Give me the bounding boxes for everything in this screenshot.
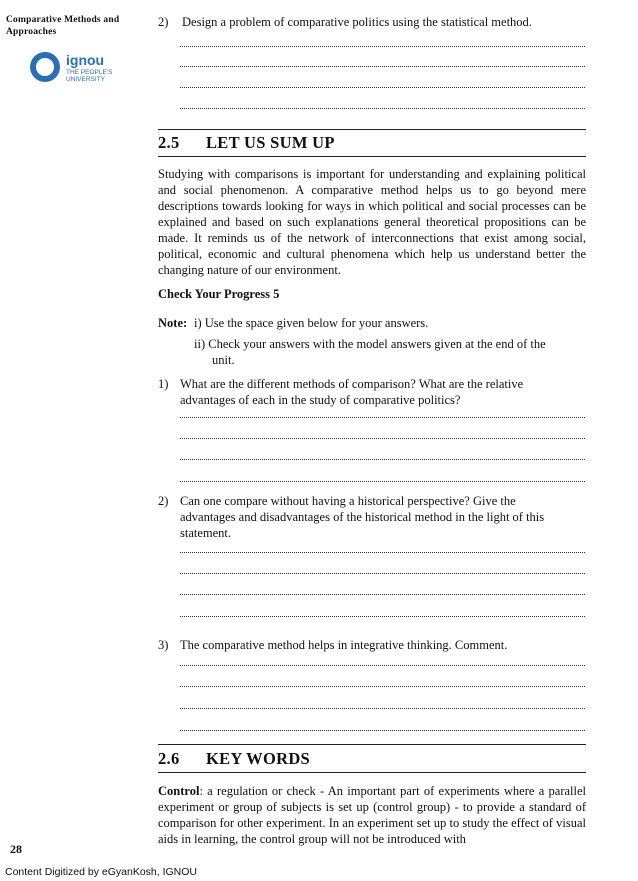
key-term-definition-rest: parallel experiment or group of subjects is set up (control group) - to provide a standard of comparison for other experiment. In an experiment set up to study the effect of visual aids in learning, the control group will not be introduced with bbox=[158, 784, 586, 846]
answer-line[interactable] bbox=[180, 665, 585, 666]
top-question-number: 2) bbox=[158, 15, 169, 29]
section-heading-2-6 bbox=[158, 749, 310, 769]
answer-line[interactable] bbox=[180, 87, 585, 88]
logo-subtitle-line1: THE PEOPLE'S bbox=[66, 69, 113, 76]
logo-name: ignou bbox=[66, 52, 105, 68]
question-2-line3: statement. bbox=[180, 526, 232, 540]
footer-credit: Content Digitized by eGyanKosh, IGNOU bbox=[5, 866, 198, 878]
answer-line[interactable] bbox=[180, 616, 585, 617]
logo-subtitle-line2: UNIVERSITY bbox=[66, 76, 106, 83]
question-1-number: 1) bbox=[158, 377, 169, 391]
answer-line[interactable] bbox=[180, 552, 585, 553]
question-3-number: 3) bbox=[158, 638, 169, 652]
section-title: LET US SUM UP bbox=[206, 133, 335, 152]
answer-line[interactable] bbox=[180, 46, 585, 47]
answer-line[interactable] bbox=[180, 686, 585, 687]
section-heading-2-5 bbox=[158, 133, 335, 153]
answer-line[interactable] bbox=[180, 66, 585, 67]
question-3-line1: The comparative method helps in integrative thinking. Comment. bbox=[180, 638, 508, 652]
key-word-control bbox=[158, 783, 586, 847]
question-1-line1: What are the different methods of comparison? What are the relative bbox=[180, 377, 524, 391]
section-rule bbox=[158, 129, 586, 130]
section-number: 2.5 bbox=[158, 133, 180, 152]
ignou-logo bbox=[30, 52, 120, 86]
check-progress-title: Check Your Progress 5 bbox=[158, 287, 280, 301]
ignou-emblem-icon bbox=[30, 52, 60, 82]
question-1-line2: advantages of each in the study of comparative politics? bbox=[180, 393, 461, 407]
top-question bbox=[158, 14, 532, 30]
question-2-line1: Can one compare without having a historical perspective? Give the bbox=[180, 494, 516, 508]
note-i: i) Use the space given below for your answers. bbox=[194, 316, 429, 330]
section-title: KEY WORDS bbox=[206, 749, 311, 768]
answer-line[interactable] bbox=[180, 481, 585, 482]
key-term: Control bbox=[158, 784, 200, 798]
top-question-text: Design a problem of comparative politics using the statistical method. bbox=[182, 15, 532, 29]
note-ii-cont: unit. bbox=[212, 353, 235, 367]
sum-up-paragraph: Studying with comparisons is important for understanding and explaining political and social phenomenon. A comparative method helps us to go beyond mere descriptions towards looking for ways in which political and social processes can be explained and based on such explanations general theoretical propositions can be made. It reminds us of the network of interconnections that exist among social, political, economic and cultural phenomena which help us understand better the changing nature of our environment. bbox=[158, 167, 586, 277]
section-number: 2.6 bbox=[158, 749, 180, 768]
answer-line[interactable] bbox=[180, 573, 585, 574]
note-ii: ii) Check your answers with the model answers given at the end of the bbox=[194, 337, 546, 351]
page-number: 28 bbox=[10, 842, 22, 856]
question-2-number: 2) bbox=[158, 494, 169, 508]
running-head: Comparative Methods and Approaches bbox=[6, 15, 120, 37]
logo-subtitle bbox=[66, 69, 112, 83]
section-rule bbox=[158, 772, 586, 773]
key-term-definition-line1: : a regulation or check - An important part of experiments where a bbox=[199, 784, 545, 798]
answer-line[interactable] bbox=[180, 438, 585, 439]
answer-line[interactable] bbox=[180, 594, 585, 595]
note-label: Note: bbox=[158, 316, 188, 330]
section-rule bbox=[158, 156, 586, 157]
answer-line[interactable] bbox=[180, 417, 585, 418]
question-2-line2: advantages and disadvantages of the historical method in the light of this bbox=[180, 510, 545, 524]
section-rule bbox=[158, 744, 586, 745]
answer-line[interactable] bbox=[180, 730, 585, 731]
answer-line[interactable] bbox=[180, 459, 585, 460]
answer-line[interactable] bbox=[180, 708, 585, 709]
answer-line[interactable] bbox=[180, 108, 585, 109]
